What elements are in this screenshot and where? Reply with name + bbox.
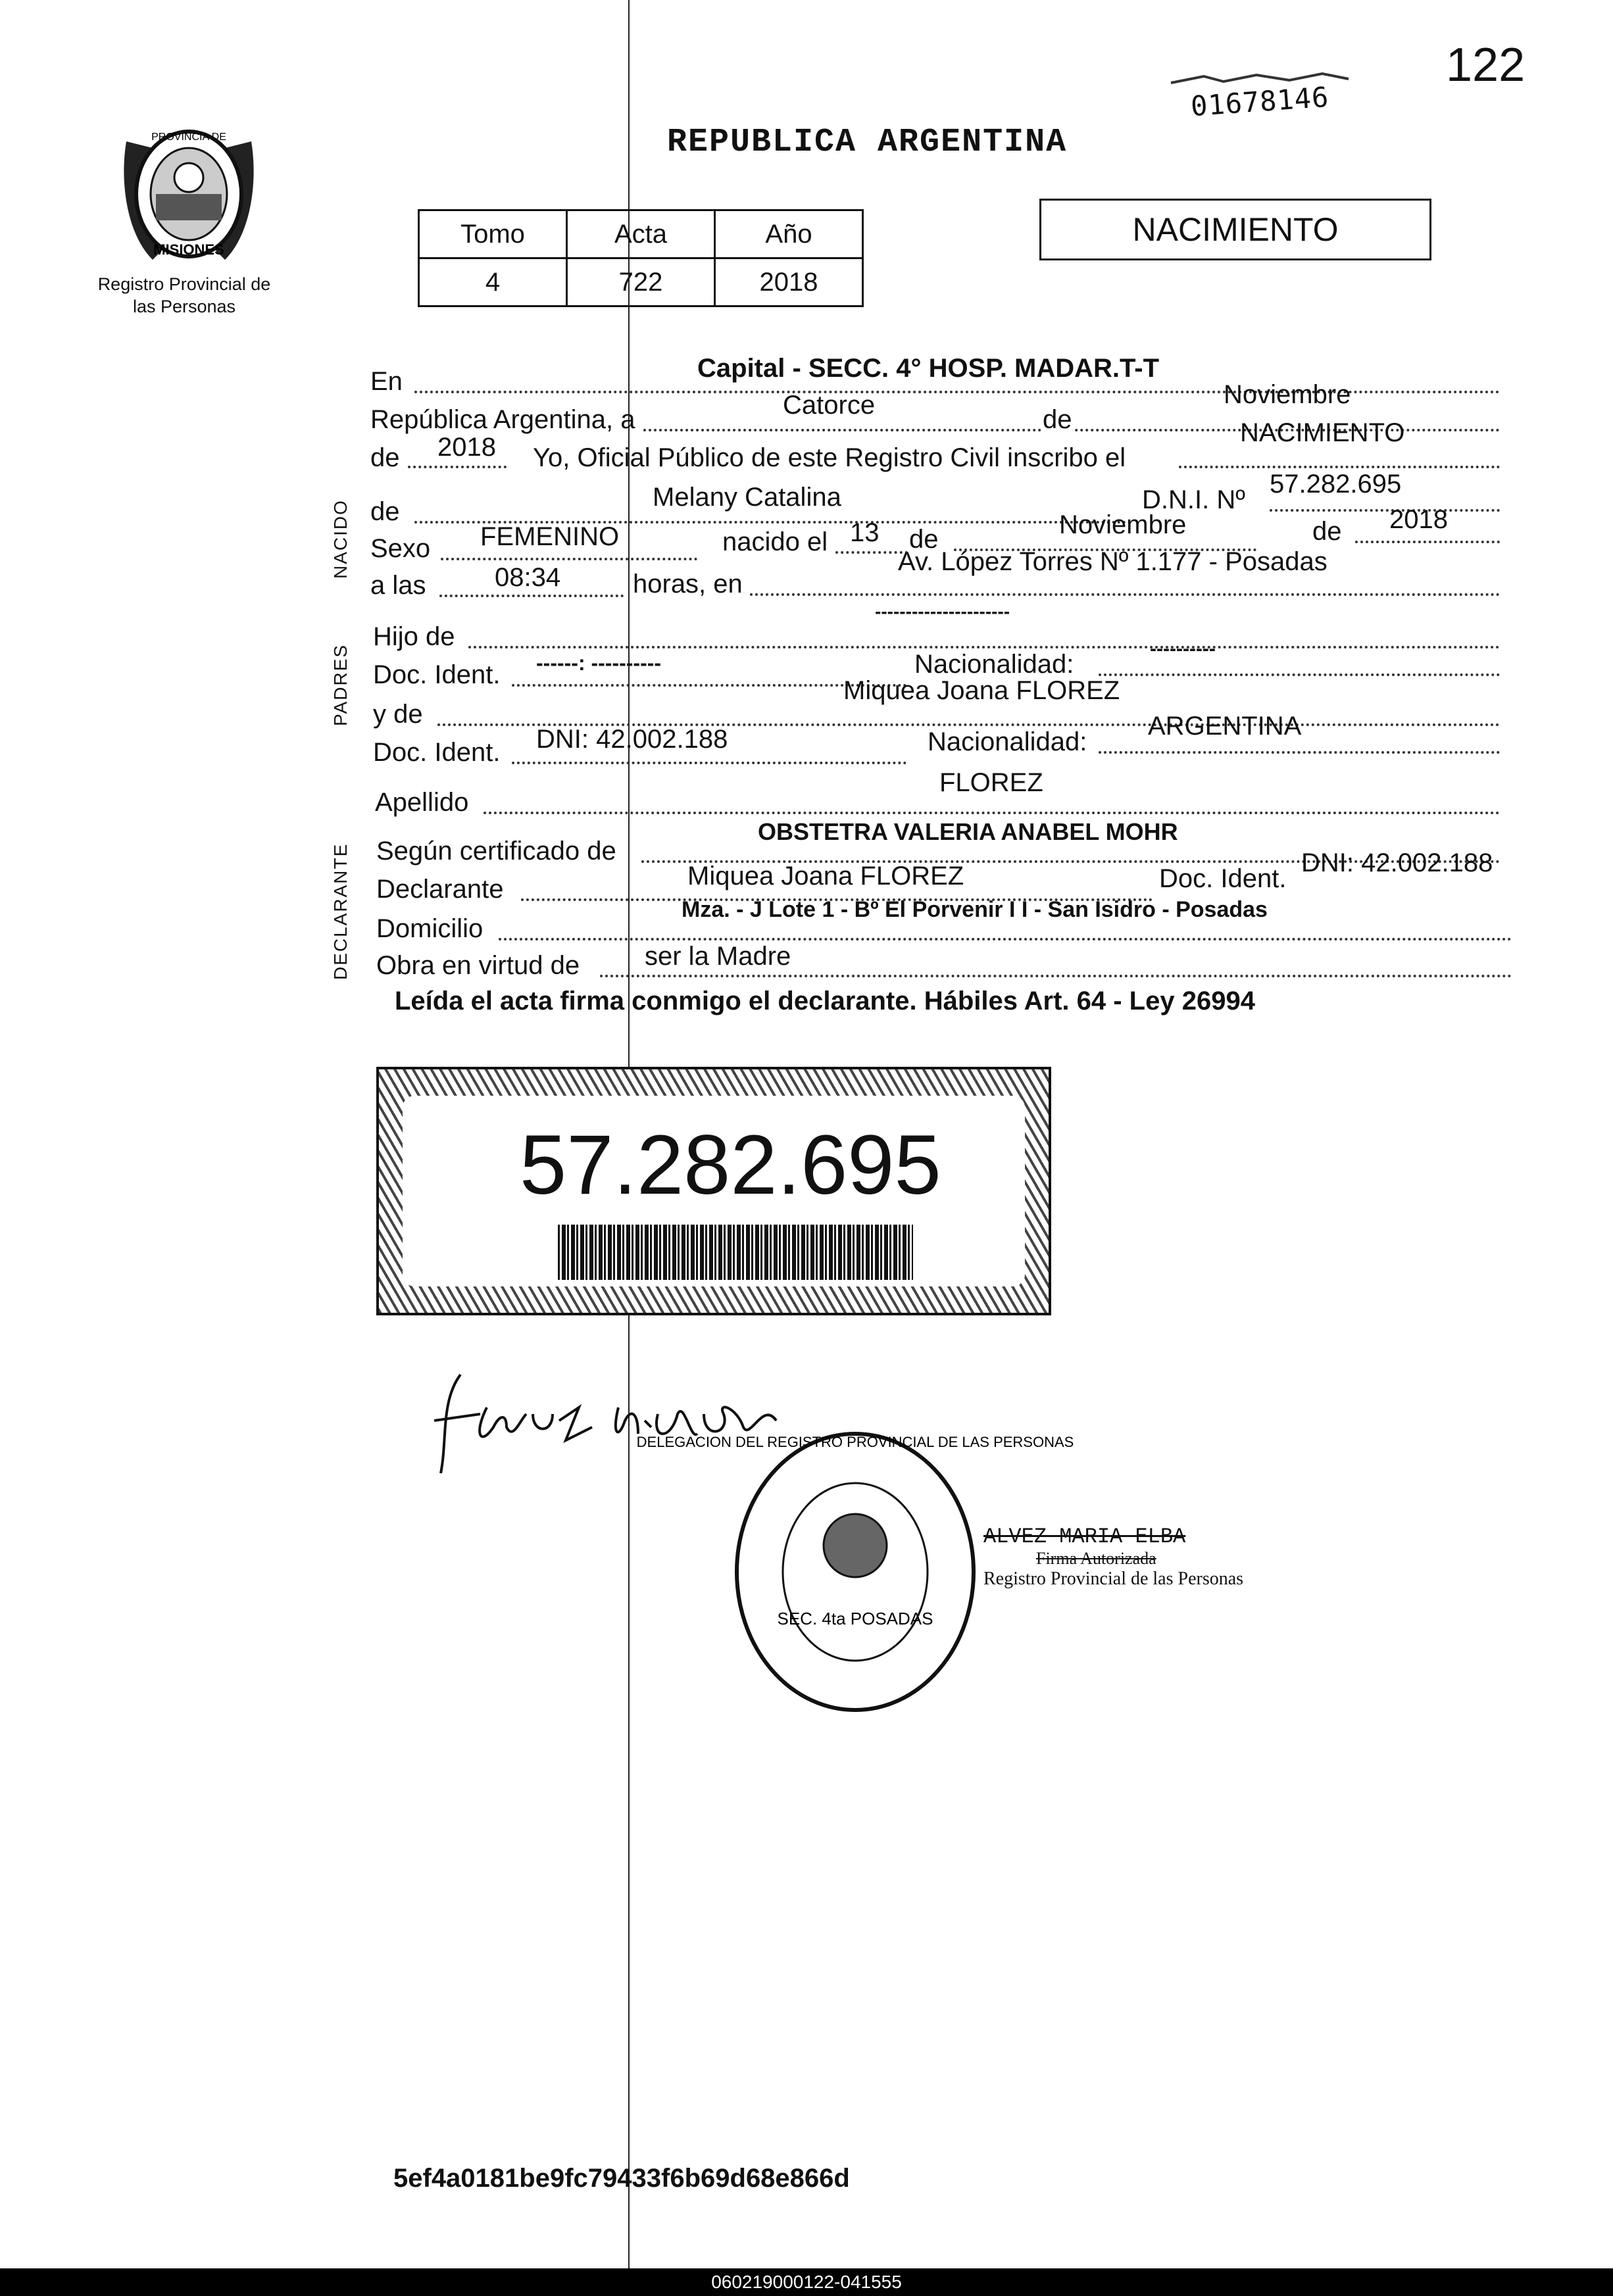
svg-text:SEC. 4ta POSADAS: SEC. 4ta POSADAS xyxy=(777,1609,933,1628)
label-nacionalidad: Nacionalidad: xyxy=(914,650,1074,679)
label-nacido-el: nacido el xyxy=(722,527,828,556)
label-de-year: de xyxy=(370,443,400,472)
value-dni: 57.282.695 xyxy=(1270,470,1402,499)
stamp-name: ALVEZ MARIA ELBA xyxy=(983,1525,1186,1549)
act-value-acta: 722 xyxy=(567,258,715,306)
value-hora: 08:34 xyxy=(495,563,561,592)
dni-card xyxy=(376,1067,1051,1315)
value-nacido-anio: 2018 xyxy=(1389,505,1448,534)
label-doc-ident: Doc. Ident. xyxy=(373,660,501,689)
barcode xyxy=(558,1225,913,1280)
label-de2: de xyxy=(909,525,939,554)
label-oficial: Yo, Oficial Público de este Registro Civil inscribo el xyxy=(533,443,1126,472)
label-en: En xyxy=(370,367,403,396)
act-value-anio: 2018 xyxy=(715,258,863,306)
dotted-line xyxy=(1355,539,1500,543)
value-madre-doc: DNI: 42.002.188 xyxy=(536,725,728,754)
act-table xyxy=(418,209,864,307)
serial-number: 01678146 xyxy=(1189,80,1330,123)
dotted-line xyxy=(512,760,906,764)
label-de3: de xyxy=(1312,517,1342,546)
value-dia: Catorce xyxy=(783,391,876,420)
act-header-acta: Acta xyxy=(567,210,715,258)
misiones-emblem xyxy=(113,115,264,273)
dotted-line xyxy=(835,550,908,554)
dotted-line xyxy=(441,556,697,560)
legal-note: Leída el acta firma conmigo el declarante. Hábiles Art. 64 - Ley 26994 xyxy=(395,987,1255,1015)
stamp-role: Firma Autorizada xyxy=(1036,1549,1156,1568)
dotted-line xyxy=(468,645,1500,648)
label-apellido: Apellido xyxy=(375,788,469,817)
dotted-line xyxy=(499,937,1512,940)
label-nacionalidad2: Nacionalidad: xyxy=(928,727,1087,756)
value-anio: 2018 xyxy=(437,433,496,462)
label-de-month: de xyxy=(1043,405,1072,434)
side-label-declarante: DECLARANTE xyxy=(330,843,351,980)
value-nombre: Melany Catalina xyxy=(653,483,841,512)
label-sexo: Sexo xyxy=(370,534,431,563)
value-sexo: FEMENINO xyxy=(480,522,620,551)
dotted-line xyxy=(439,593,624,597)
value-domicilio-nac: Av. López Torres Nº 1.177 - Posadas xyxy=(898,547,1328,576)
label-domicilio: Domicilio xyxy=(376,914,484,943)
registry-caption: Registro Provincial de las Personas xyxy=(97,274,271,316)
value-domicilio: Mza. - J Lote 1 - Bº El Porvenir I I - San Isidro - Posadas xyxy=(682,897,1268,922)
dotted-line xyxy=(750,592,1500,596)
label-republica: República Argentina, a xyxy=(370,405,635,434)
value-declarante-doc: DNI: 42.002.188 xyxy=(1301,848,1493,877)
value-padre-doc: ------: ---------- xyxy=(536,651,662,675)
value-padre: ---------------------- xyxy=(875,601,1010,622)
dotted-line xyxy=(1270,508,1500,512)
label-y-de: y de xyxy=(373,700,423,729)
footer-bar xyxy=(0,2268,1613,2296)
dotted-line xyxy=(484,810,1500,814)
record-type-box: NACIMIENTO xyxy=(1039,199,1431,260)
value-madre: Miquea Joana FLOREZ xyxy=(843,676,1120,705)
official-stamp xyxy=(636,1427,1074,1717)
dotted-line xyxy=(1179,464,1500,468)
value-obra: ser la Madre xyxy=(645,942,791,971)
label-doc-ident2: Doc. Ident. xyxy=(373,738,501,767)
label-obra: Obra en virtud de xyxy=(376,951,580,980)
value-padre-nac: ---------- xyxy=(1150,638,1216,660)
label-declarante: Declarante xyxy=(376,875,504,904)
value-nacido-dia: 13 xyxy=(850,518,880,547)
side-label-padres: PADRES xyxy=(330,643,351,726)
dotted-line xyxy=(600,973,1512,977)
act-value-tomo: 4 xyxy=(419,258,567,306)
label-de-name: de xyxy=(370,497,400,526)
svg-text:PROVINCIA DE: PROVINCIA DE xyxy=(151,132,226,143)
footer-code: 060219000122-041555 xyxy=(711,2272,902,2292)
value-certificado: OBSTETRA VALERIA ANABEL MOHR xyxy=(758,818,1178,845)
svg-text:DELEGACION DEL REGISTRO PROVIN: DELEGACION DEL REGISTRO PROVINCIAL DE LAS PERSONAS xyxy=(636,1434,1074,1450)
value-acto: NACIMIENTO xyxy=(1240,418,1405,447)
value-nacido-mes: Noviembre xyxy=(1059,510,1187,539)
dotted-line xyxy=(408,464,507,468)
page-number: 122 xyxy=(1446,39,1526,91)
stamp-caption xyxy=(983,1525,1243,1590)
label-horas-en: horas, en xyxy=(633,570,743,598)
svg-text:MISIONES: MISIONES xyxy=(153,241,224,258)
stamp-org: Registro Provincial de las Personas xyxy=(983,1569,1244,1589)
label-dni: D.N.I. Nº xyxy=(1142,485,1245,514)
dotted-line xyxy=(1099,672,1500,676)
document-hash: 5ef4a0181be9fc79433f6b69d68e866d xyxy=(393,2164,850,2193)
act-header-tomo: Tomo xyxy=(419,210,567,258)
dotted-line xyxy=(1099,750,1500,754)
side-label-nacido: NACIDO xyxy=(330,499,351,579)
dni-card-number: 57.282.695 xyxy=(520,1118,941,1212)
value-declarante: Miquea Joana FLOREZ xyxy=(687,862,964,891)
label-hijo-de: Hijo de xyxy=(373,622,455,651)
label-a-las: a las xyxy=(370,571,426,600)
value-apellido: FLOREZ xyxy=(939,768,1043,797)
value-mes: Noviembre xyxy=(1224,380,1351,409)
act-header-anio: Año xyxy=(715,210,863,258)
label-doc-ident3: Doc. Ident. xyxy=(1159,864,1287,893)
country-title: REPUBLICA ARGENTINA xyxy=(667,124,1068,161)
label-segun: Según certificado de xyxy=(376,837,616,866)
value-madre-nac: ARGENTINA xyxy=(1148,712,1302,741)
value-lugar: Capital - SECC. 4° HOSP. MADAR.T-T xyxy=(697,354,1160,383)
